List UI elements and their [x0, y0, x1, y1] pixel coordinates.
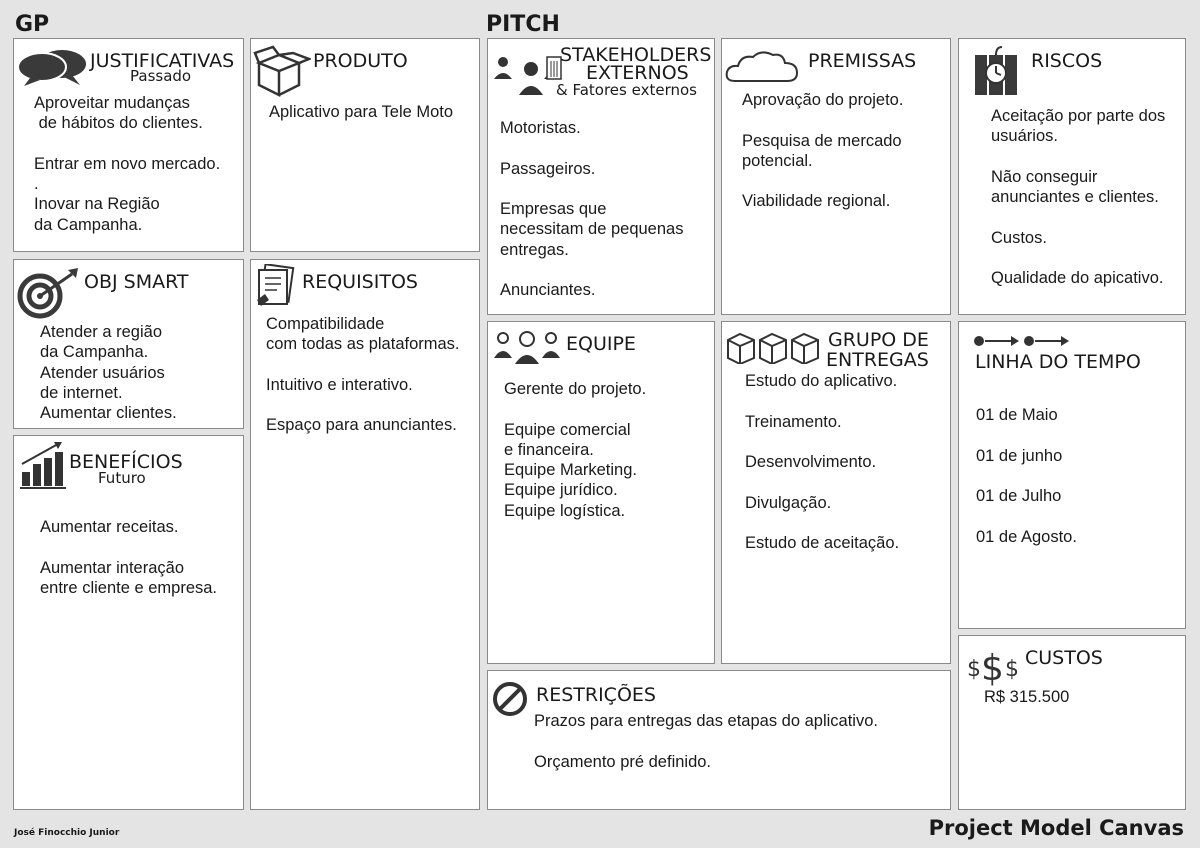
text-line: Estudo do aplicativo. [745, 372, 898, 390]
text-line: Aceitação por parte dos [991, 107, 1166, 125]
text-line: Estudo de aceitação. [745, 534, 900, 553]
premissas-list [742, 90, 903, 212]
requisitos-list [266, 314, 460, 436]
text-line: Equipe logística. [504, 501, 626, 520]
text-line: Equipe jurídico. [504, 481, 618, 500]
cloud-icon [725, 49, 801, 85]
text-line [742, 110, 903, 130]
text-line: Gerente do projeto. [504, 380, 647, 398]
custos-panel [958, 635, 1186, 810]
text-line: Aproveitar mudanças [34, 94, 190, 112]
text-line: Treinamento. [745, 412, 842, 431]
text-line: 01 de Agosto. [976, 527, 1077, 546]
author-credit: José Finocchio Junior [14, 828, 120, 838]
text-line: Aumentar clientes. [40, 404, 177, 423]
text-line: Aumentar receitas. [40, 518, 179, 536]
entregas-title-line1: GRUPO DE [828, 329, 929, 351]
svg-text:$: $ [981, 648, 1004, 686]
obj-smart-title: OBJ SMART [84, 271, 189, 293]
text-line: Equipe comercial [504, 420, 631, 439]
justificativas-subtitle: Passado [130, 67, 192, 85]
packages-icon [726, 332, 822, 364]
stakeholders-list [500, 118, 683, 301]
text-line [266, 395, 460, 415]
speech-bubbles-icon [16, 47, 88, 87]
text-line: potencial. [742, 151, 813, 170]
text-line: da Campanha. [34, 215, 143, 234]
svg-text:$: $ [1005, 657, 1019, 682]
requisitos-panel [250, 259, 480, 810]
text-line [500, 260, 683, 280]
entregas-title-line2: ENTREGAS [826, 349, 929, 371]
text-line: Atender a região [40, 323, 163, 341]
obj-smart-list [40, 322, 177, 423]
justificativas-title: JUSTIFICATIVAS [90, 50, 235, 72]
text-line: 01 de junho [976, 446, 1063, 465]
premissas-panel [721, 38, 951, 315]
text-line: de internet. [40, 383, 123, 402]
restricoes-panel [487, 670, 951, 810]
team-icon [492, 330, 562, 366]
beneficios-list [40, 517, 217, 598]
people-building-icon [491, 55, 565, 101]
text-line: entregas. [500, 240, 569, 259]
text-line: usuários. [991, 127, 1058, 146]
text-line [745, 432, 899, 452]
text-line: Desenvolvimento. [745, 453, 877, 472]
text-line [991, 207, 1165, 227]
beneficios-panel [13, 435, 244, 810]
text-line [34, 134, 220, 154]
obj-smart-panel [13, 259, 244, 429]
riscos-panel [958, 38, 1186, 315]
justificativas-panel [13, 38, 244, 252]
brand-title: Project Model Canvas [928, 816, 1184, 840]
text-line: Aplicativo para Tele Moto [269, 103, 454, 121]
text-line: Aprovação do projeto. [742, 91, 904, 109]
text-line: 01 de Maio [976, 406, 1058, 424]
stakeholders-subtitle: & Fatores externos [556, 81, 697, 99]
text-line [534, 731, 878, 751]
text-line: Aumentar interação [40, 558, 184, 577]
svg-text:$: $ [967, 657, 981, 682]
text-line [40, 537, 217, 557]
text-line: de hábitos do clientes. [34, 114, 203, 133]
entregas-list [745, 371, 899, 554]
equipe-list [504, 379, 646, 521]
produto-list [269, 102, 453, 122]
text-line: Custos. [991, 228, 1047, 247]
produto-panel [250, 38, 480, 252]
dynamite-clock-icon [971, 45, 1023, 97]
text-line: e financeira. [504, 440, 594, 459]
text-line [266, 355, 460, 375]
stakeholders-title-line2: EXTERNOS [586, 62, 689, 84]
stakeholders-panel [487, 38, 715, 315]
beneficios-title: BENEFÍCIOS [69, 451, 183, 473]
text-line: Compatibilidade [266, 315, 385, 333]
linha-tempo-title: LINHA DO TEMPO [975, 351, 1141, 373]
beneficios-subtitle: Futuro [98, 469, 146, 487]
text-line: Orçamento pré definido. [534, 752, 712, 771]
text-line: Inovar na Região [34, 195, 160, 214]
text-line: Pesquisa de mercado [742, 131, 902, 150]
text-line: . [34, 175, 39, 194]
text-line [745, 513, 899, 533]
text-line [976, 425, 1077, 445]
text-line: Atender usuários [40, 363, 165, 382]
target-icon [16, 266, 82, 320]
requisitos-title: REQUISITOS [302, 271, 418, 293]
text-line: Não conseguir [991, 167, 1098, 186]
equipe-panel [487, 321, 715, 664]
linha-tempo-panel [958, 321, 1186, 629]
text-line: Empresas que [500, 200, 607, 219]
bar-chart-growth-icon [18, 442, 68, 490]
linha-tempo-list [976, 405, 1077, 547]
custos-list [984, 687, 1069, 707]
restricoes-title: RESTRIÇÕES [536, 684, 656, 706]
pitch-header: PITCH [486, 12, 560, 37]
timeline-arrows-icon [973, 334, 1077, 348]
equipe-title: EQUIPE [566, 333, 636, 355]
restricoes-list [534, 711, 878, 772]
riscos-list [991, 106, 1165, 289]
text-line [500, 138, 683, 158]
text-line: Viabilidade regional. [742, 192, 891, 211]
text-line: Equipe Marketing. [504, 461, 637, 480]
entregas-panel [721, 321, 951, 664]
text-line: Motoristas. [500, 119, 581, 137]
gp-header: GP [15, 12, 50, 37]
text-line: Entrar em novo mercado. [34, 154, 221, 173]
produto-title: PRODUTO [313, 50, 408, 72]
text-line: Espaço para anunciantes. [266, 416, 457, 435]
text-line: Divulgação. [745, 493, 832, 512]
text-line [991, 147, 1165, 167]
stakeholders-title-line1: STAKEHOLDERS [560, 44, 712, 66]
box-icon [253, 45, 311, 97]
text-line: Anunciantes. [500, 281, 596, 300]
text-line: com todas as plataformas. [266, 335, 460, 354]
text-line: necessitam de pequenas [500, 220, 684, 239]
text-line: Prazos para entregas das etapas do aplicativo. [534, 712, 878, 730]
text-line: entre cliente e empresa. [40, 578, 218, 597]
prohibited-icon [492, 681, 528, 717]
dollar-signs-icon [965, 642, 1025, 686]
text-line [742, 171, 903, 191]
text-line [745, 391, 899, 411]
document-checklist-icon [255, 264, 299, 308]
text-line: R$ 315.500 [984, 688, 1070, 706]
text-line [500, 179, 683, 199]
custos-title: CUSTOS [1025, 647, 1103, 669]
text-line [745, 472, 899, 492]
text-line [976, 506, 1077, 526]
text-line: anunciantes e clientes. [991, 188, 1159, 207]
text-line: da Campanha. [40, 343, 149, 362]
text-line: Passageiros. [500, 159, 596, 178]
text-line [991, 248, 1165, 268]
text-line: Qualidade do apicativo. [991, 269, 1164, 288]
text-line: 01 de Julho [976, 487, 1062, 506]
text-line [976, 466, 1077, 486]
premissas-title: PREMISSAS [808, 50, 917, 72]
text-line: Intuitivo e interativo. [266, 375, 413, 394]
text-line [504, 399, 646, 419]
justificativas-list [34, 93, 220, 235]
riscos-title: RISCOS [1031, 50, 1103, 72]
